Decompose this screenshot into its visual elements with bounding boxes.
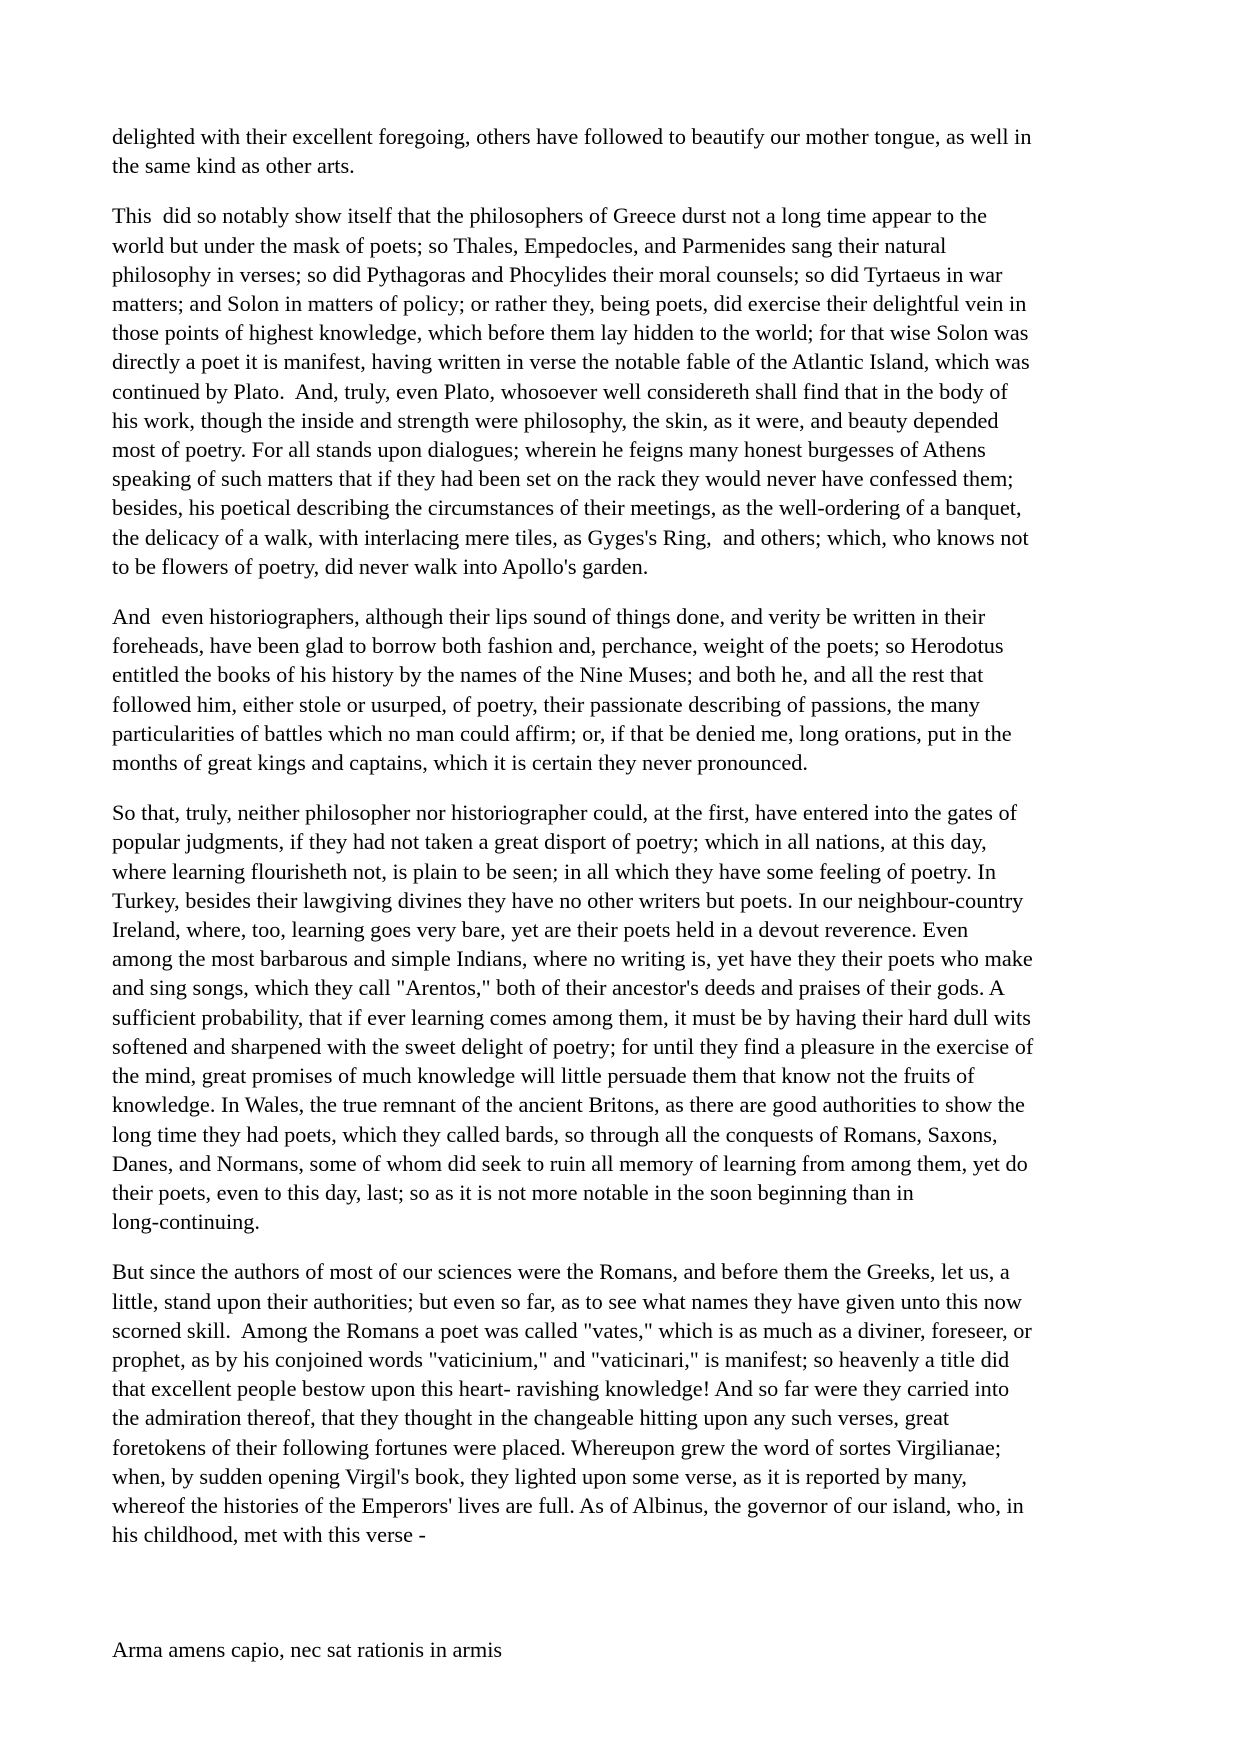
document-page — [112, 122, 1148, 1665]
paragraph-historiographers: And even historiographers, although their lips sound of things done, and verity be written in their foreheads, have been glad to borrow both fashion and, perchance, weight of the poets; so Herodotus entitled the books of his history by the names of the Nine Muses; and both he, and all the rest that followed him, either stole or usurped, of poetry, their passionate describing of passions, the many particularities of battles which no man could affirm; or, if that be denied me, long orations, put in the months of great kings and captains, which it is certain they never pronounced. — [112, 604, 1012, 776]
paragraph-foregoing: delighted with their excellent foregoing, others have followed to beautify our mother tongue, as well in the same kind as other arts. — [112, 124, 1032, 179]
verse-quotation: Arma amens capio, nec sat rationis in armis — [112, 1637, 503, 1663]
paragraph-popular-judgments: So that, truly, neither philosopher nor historiographer could, at the first, have entered into the gates of popular judgments, if they had not taken a great disport of poetry; which in all nations, at this day, where learning flourisheth not, is plain to be seen; in all which they have some feeling of poetry. In Turkey, besides their lawgiving divines they have no other writers but poets. In our neighbour-country Ireland, where, too, learning goes very bare, yet are their poets held in a devout reverence. Even among the most barbarous and simple Indians, where no writing is, yet have they their poets who make and sing songs, which they call "Arentos," both of their ancestor's deeds and praises of their gods. A sufficient probability, that if ever learning comes among them, it must be by having their hard dull wits softened and sharpened with the sweet delight of poetry; for until they find a pleasure in the exercise of the mind, great promises of much knowledge will little persuade them that know not the fruits of knowledge. In Wales, the true remnant of the ancient Britons, as there are good authorities to show the long time they had poets, which they called bards, so through all the conquests of Romans, Saxons, Danes, and Normans, some of whom did seek to ruin all memory of learning from among them, yet do their poets, even to this day, last; so as it is not more notable in the soon beginning than in long-continuing. — [112, 800, 1034, 1235]
paragraph-philosophers-of-greece: This did so notably show itself that the philosophers of Greece durst not a long time appear to the world but under the mask of poets; so Thales, Empedocles, and Parmenides sang their natural philosophy in verses; so did Pythagoras and Phocylides their moral counsels; so did Tyrtaeus in war matters; and Solon in matters of policy; or rather they, being poets, did exercise their delightful vein in those points of highest knowledge, which before them lay hidden to the world; for that wise Solon was directly a poet it is manifest, having written in verse the notable fable of the Atlantic Island, which was continued by Plato. And, truly, even Plato, whosoever well considereth shall find that in the body of his work, though the inside and strength were philosophy, the skin, as it were, and beauty depended most of poetry. For all stands upon dialogues; wherein he feigns many honest burgesses of Athens speaking of such matters that if they had been set on the rack they would never have confessed them; besides, his poetical describing the circumstances of their meetings, as the well-ordering of a banquet, the delicacy of a walk, with interlacing mere tiles, as Gyges's Ring, and others; which, who knows not to be flowers of poetry, did never walk into Apollo's garden. — [112, 203, 1030, 579]
paragraph-romans-vates: But since the authors of most of our sciences were the Romans, and before them the Greeks, let us, a little, stand upon their authorities; but even so far, as to see what names they have given unto this now scorned skill. Among the Romans a poet was called "vates," which is as much as a diviner, foreseer, or prophet, as by his conjoined words "vaticinium," and "vaticinari," is manifest; so heavenly a title did that excellent people bestow upon this heart- ravishing knowledge! And so far were they carried into the admiration thereof, that they thought in the changeable hitting upon any such verses, great foretokens of their following fortunes were placed. Whereupon grew the word of sortes Virgilianae; when, by sudden opening Virgil's book, they lighted upon some verse, as it is reported by many, whereof the histories of the Emperors' lives are full. As of Albinus, the governor of our island, who, in his childhood, met with this verse - — [112, 1259, 1032, 1548]
